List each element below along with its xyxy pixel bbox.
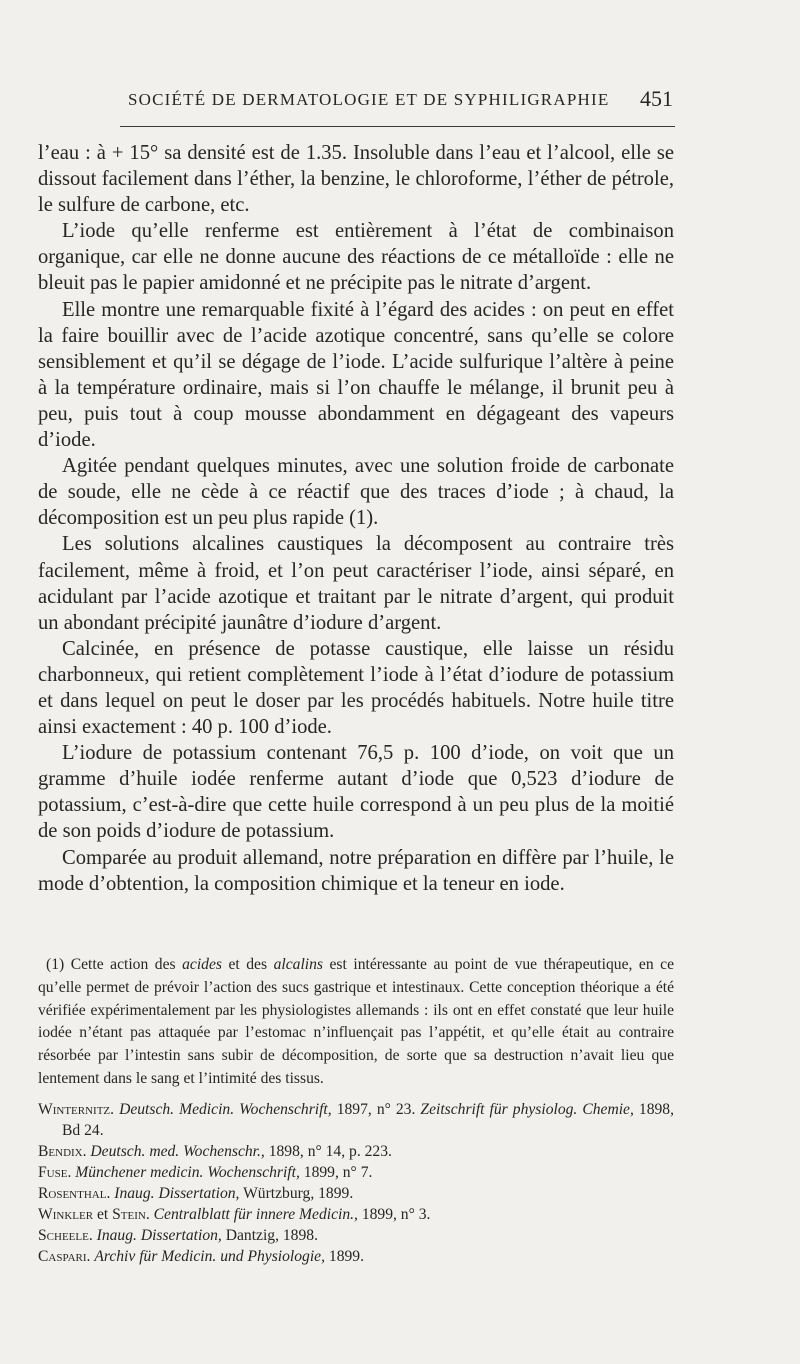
- reference-item: Rosenthal. Inaug. Dissertation, Würtzburg, 1899.: [38, 1184, 354, 1202]
- paragraph: Les solutions alcalines caustiques la décomposent au contraire très facilement, même à froid, et l’on peut caractériser l’iode, ainsi séparé, en acidulant par l’acide azotique et traitant par le nitrate d’argent, qui produit un abondant précipité jaunâtre d’iodure d’argent.: [38, 533, 674, 634]
- paragraph: Elle montre une remarquable fixité à l’égard des acides : on peut en effet la faire bouillir avec de l’acide azotique concentré, sans qu’elle se colore sensiblement et qu’il se dégage de l’iode. L’acide sulfurique l’altère à peine à la température ordinaire, mais si l’on chauffe le mélange, il brunit peu à peu, puis tout à coup mousse abondamment en dégageant des vapeurs d’iode.: [38, 298, 674, 452]
- page-header: [100, 86, 675, 116]
- paragraph: Agitée pendant quelques minutes, avec une solution froide de carbonate de soude, elle ne cède à ce réactif que des traces d’iode ; à chaud, la décomposition est un peu plus rapide (1).: [38, 455, 674, 530]
- reference-item: Winternitz. Deutsch. Medicin. Wochenschrift, 1897, n° 23. Zeitschrift für physiolog. Chemie, 1898, Bd 24.: [38, 1100, 674, 1139]
- running-title: SOCIÉTÉ DE DERMATOLOGIE ET DE SYPHILIGRAPHIE: [128, 90, 610, 109]
- page-number: 451: [640, 86, 673, 111]
- footnote-marker: (1): [46, 956, 65, 973]
- body-text: [38, 140, 674, 897]
- paragraph: L’iodure de potassium contenant 76,5 p. 100 d’iode, on voit que un gramme d’huile iodée renferme autant d’iode que 0,523 d’iodure de potassium, c’est-à-dire que cette huile correspond à un peu plus de la moitié de son poids d’iodure de potassium.: [38, 742, 674, 843]
- reference-item: Winkler et Stein. Centralblatt für innere Medicin., 1899, n° 3.: [38, 1205, 431, 1223]
- reference-item: Bendix. Deutsch. med. Wochenschr., 1898, n° 14, p. 223.: [38, 1142, 392, 1160]
- paragraph: Comparée au produit allemand, notre préparation en diffère par l’huile, le mode d’obtention, la composition chimique et la teneur en iode.: [38, 846, 674, 895]
- footnote: (1) Cette action des acides et des alcalins est intéressante au point de vue thérapeutique, en ce qu’elle permet de prévoir l’action des sucs gastrique et intestinaux. Cette conception théorique a été vérifiée expérimentalement par les physiologistes allemands : ils ont en effet constaté que leur huile iodée n’étant pas attaquée par l’estomac n’influençait pas l’appétit, et qu’elle était au contraire résorbée par l’intestin sans subir de décomposition, de sorte que sa destruction n’avait lieu que lentement dans le sang et l’intimité des tissus.: [38, 956, 675, 1087]
- reference-item: Fuse. Münchener medicin. Wochenschrift, 1899, n° 7.: [38, 1163, 373, 1181]
- footnotes: [38, 954, 674, 1267]
- paragraph: L’iode qu’elle renferme est entièrement à l’état de combinaison organique, car elle ne donne aucune des réactions de ce métalloïde : elle ne bleuit pas le papier amidonné et ne précipite pas le nitrate d’argent.: [38, 220, 674, 295]
- reference-list: [38, 1099, 674, 1267]
- reference-item: Scheele. Inaug. Dissertation, Dantzig, 1898.: [38, 1226, 318, 1244]
- paragraph: Calcinée, en présence de potasse caustique, elle laisse un résidu charbonneux, qui retient complètement l’iode à l’état d’iodure de potassium et dans lequel on peut le doser par les procédés habituels. Notre huile titre ainsi exactement : 40 p. 100 d’iode.: [38, 637, 674, 739]
- reference-item: Caspari. Archiv für Medicin. und Physiologie, 1899.: [38, 1247, 364, 1265]
- header-rule: [120, 126, 675, 127]
- paragraph: l’eau : à + 15° sa densité est de 1.35. Insoluble dans l’eau et l’alcool, elle se dissout facilement dans l’éther, la benzine, le chloroforme, l’éther de pétrole, le sulfure de carbone, etc.: [38, 142, 674, 217]
